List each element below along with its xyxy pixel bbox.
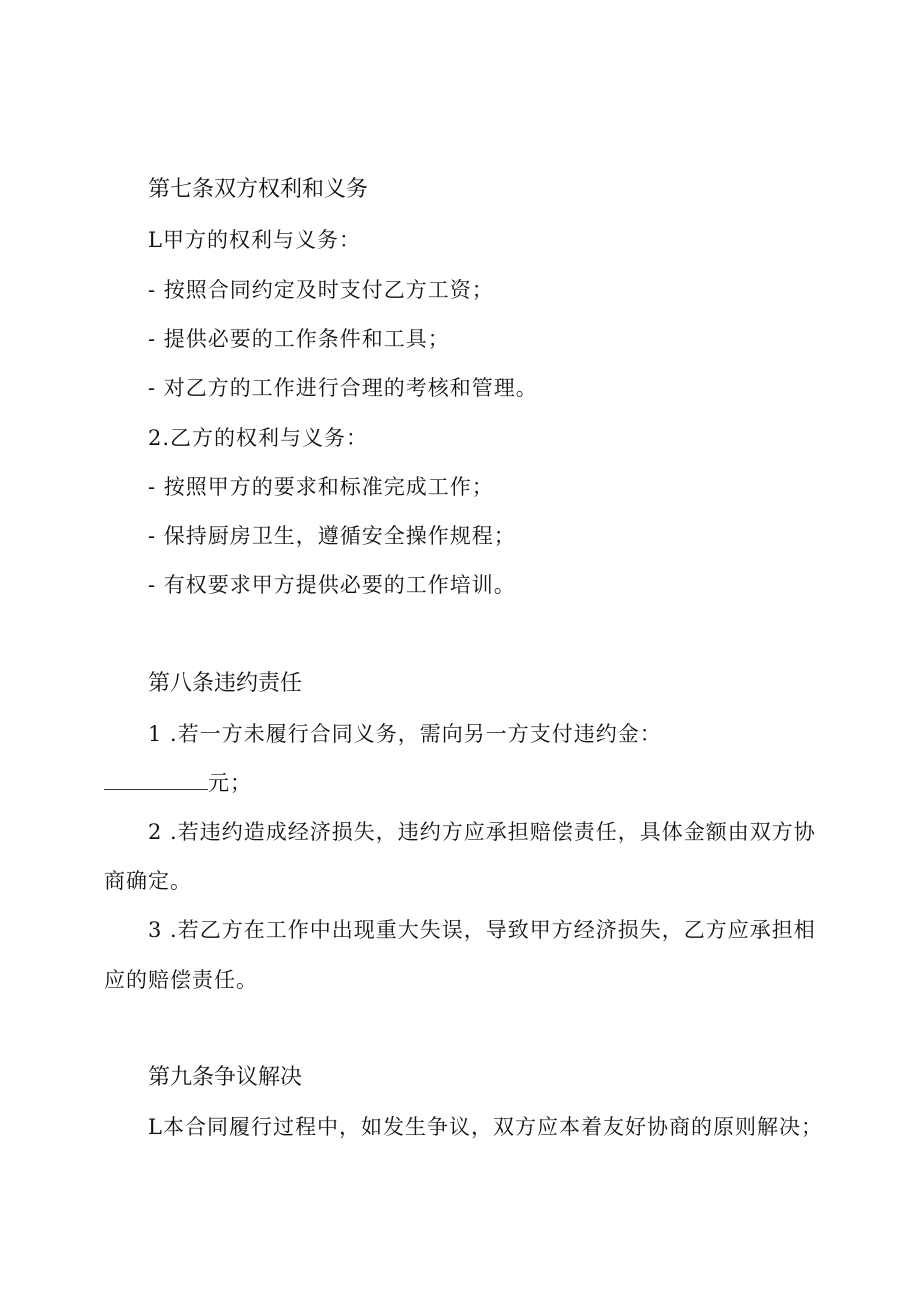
amount-blank (104, 769, 208, 790)
section-heading-8: 第八条违约责任 (148, 671, 303, 696)
section-heading-7: 第七条双方权利和义务 (148, 177, 369, 202)
list-item: - 有权要求甲方提供必要的工作培训。 (148, 573, 516, 597)
list-item: - 按照甲方的要求和标准完成工作； (148, 475, 494, 499)
paragraph-line: 1 .若一方未履行合同义务，需向另一方支付违约金： (148, 722, 662, 746)
amount-unit: 元； (208, 771, 252, 795)
amount-line (104, 769, 252, 797)
paragraph-line: L本合同履行过程中，如发生争议，双方应本着友好协商的原则解决； (148, 1115, 823, 1139)
list-item: - 对乙方的工作进行合理的考核和管理。 (148, 376, 538, 400)
paragraph-line: 商确定。 (104, 869, 192, 893)
paragraph-line: 2.乙方的权利与义务： (148, 426, 369, 450)
section-heading-9: 第九条争议解决 (148, 1065, 303, 1090)
paragraph-line: 应的赔偿责任。 (104, 968, 258, 992)
list-item: - 提供必要的工作条件和工具； (148, 327, 450, 351)
paragraph-line: 2 .若违约造成经济损失，违约方应承担赔偿责任，具体金额由双方协 (148, 820, 816, 844)
list-item: - 按照合同约定及时支付乙方工资； (148, 278, 494, 302)
paragraph-line: 3 .若乙方在工作中出现重大失误，导致甲方经济损失，乙方应承担相 (148, 918, 816, 942)
list-item: - 保持厨房卫生，遵循安全操作规程； (148, 524, 516, 548)
paragraph-line: L甲方的权利与义务： (148, 228, 361, 252)
